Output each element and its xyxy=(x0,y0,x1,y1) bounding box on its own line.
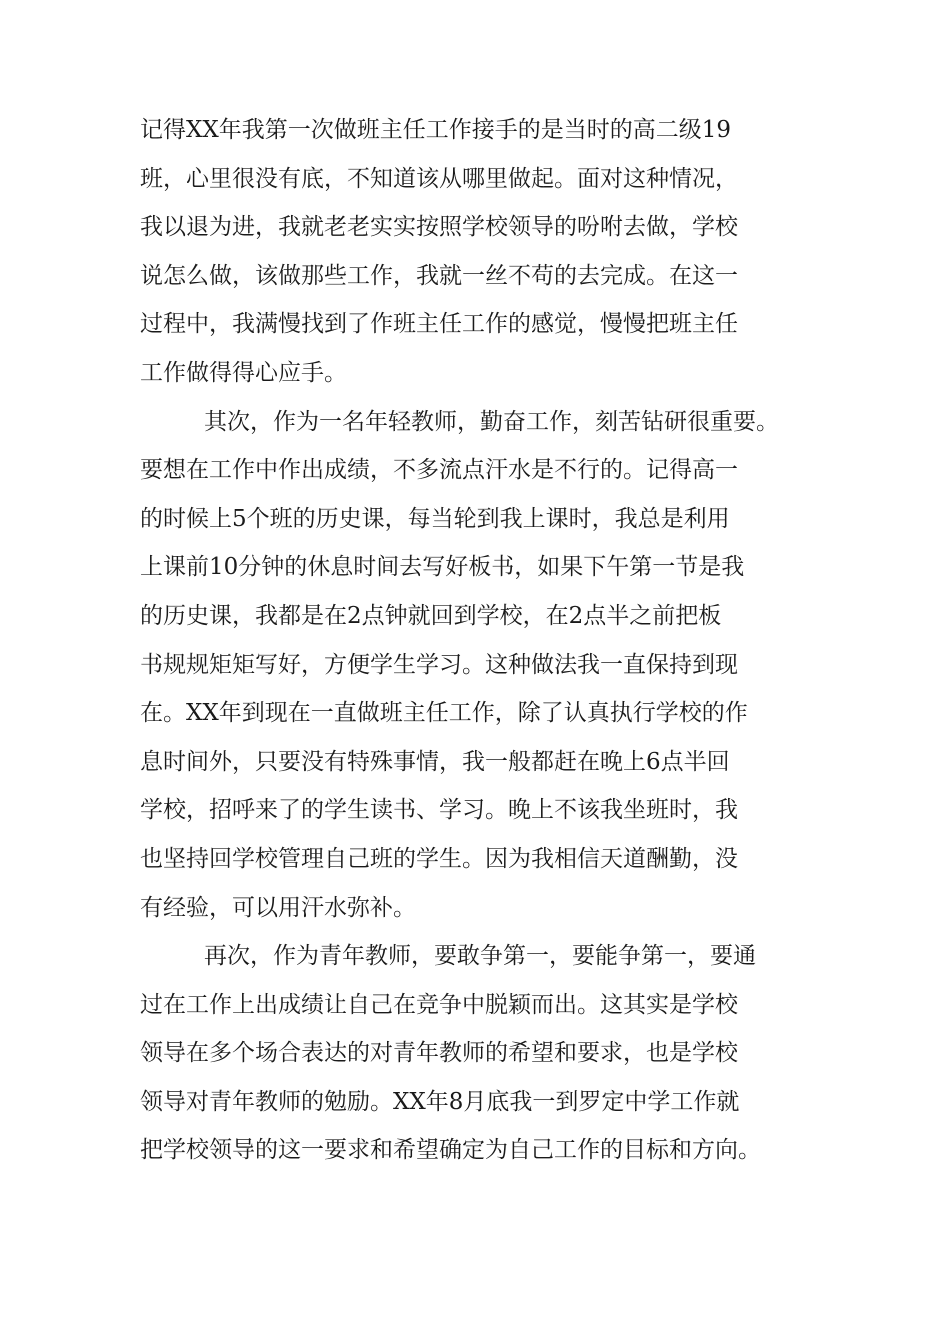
paragraph-start-line: 再次，作为青年教师，要敢争第一，要能争第一，要通 xyxy=(204,943,756,970)
text-line: 把学校领导的这一要求和希望确定为自己工作的目标和方向。 xyxy=(140,1137,761,1164)
text-line: 要想在工作中作出成绩，不多流点汗水是不行的。记得高一 xyxy=(140,457,738,484)
text-line: 班，心里很没有底，不知道该从哪里做起。面对这种情况， xyxy=(140,165,738,192)
text-line: 也坚持回学校管理自己班的学生。因为我相信天道酬勤，没 xyxy=(140,845,738,872)
text-line: 过在工作上出成绩让自己在竞争中脱颖而出。这其实是学校 xyxy=(140,991,738,1018)
text-line: 过程中，我满慢找到了作班主任工作的感觉，慢慢把班主任 xyxy=(140,311,738,338)
text-line: 学校，招呼来了的学生读书、学习。晚上不该我坐班时，我 xyxy=(140,797,738,824)
text-line: 上课前10分钟的休息时间去写好板书，如果下午第一节是我 xyxy=(140,554,745,581)
text-line: 领导对青年教师的勉励。XX年8月底我一到罗定中学工作就 xyxy=(140,1088,740,1115)
text-line: 在。XX年到现在一直做班主任工作，除了认真执行学校的作 xyxy=(140,700,748,727)
text-line: 说怎么做，该做那些工作，我就一丝不苟的去完成。在这一 xyxy=(140,262,738,289)
text-line: 书规规矩矩写好，方便学生学习。这种做法我一直保持到现 xyxy=(140,651,738,678)
text-line: 有经验，可以用汗水弥补。 xyxy=(140,894,416,921)
text-line: 息时间外，只要没有特殊事情，我一般都赶在晚上6点半回 xyxy=(140,748,730,775)
paragraph-start-line: 其次，作为一名年轻教师，勤奋工作，刻苦钻研很重要。 xyxy=(204,408,779,435)
text-line: 我以退为进，我就老老实实按照学校领导的吩咐去做，学校 xyxy=(140,214,738,241)
document-body xyxy=(140,106,840,1175)
text-line: 的历史课，我都是在2点钟就回到学校，在2点半之前把板 xyxy=(140,602,722,629)
text-line: 工作做得得心应手。 xyxy=(140,359,347,386)
text-line: 领导在多个场合表达的对青年教师的希望和要求，也是学校 xyxy=(140,1040,738,1067)
text-line: 记得XX年我第一次做班主任工作接手的是当时的高二级19 xyxy=(140,117,732,143)
text-line: 的时候上5个班的历史课，每当轮到我上课时，我总是利用 xyxy=(140,505,730,532)
